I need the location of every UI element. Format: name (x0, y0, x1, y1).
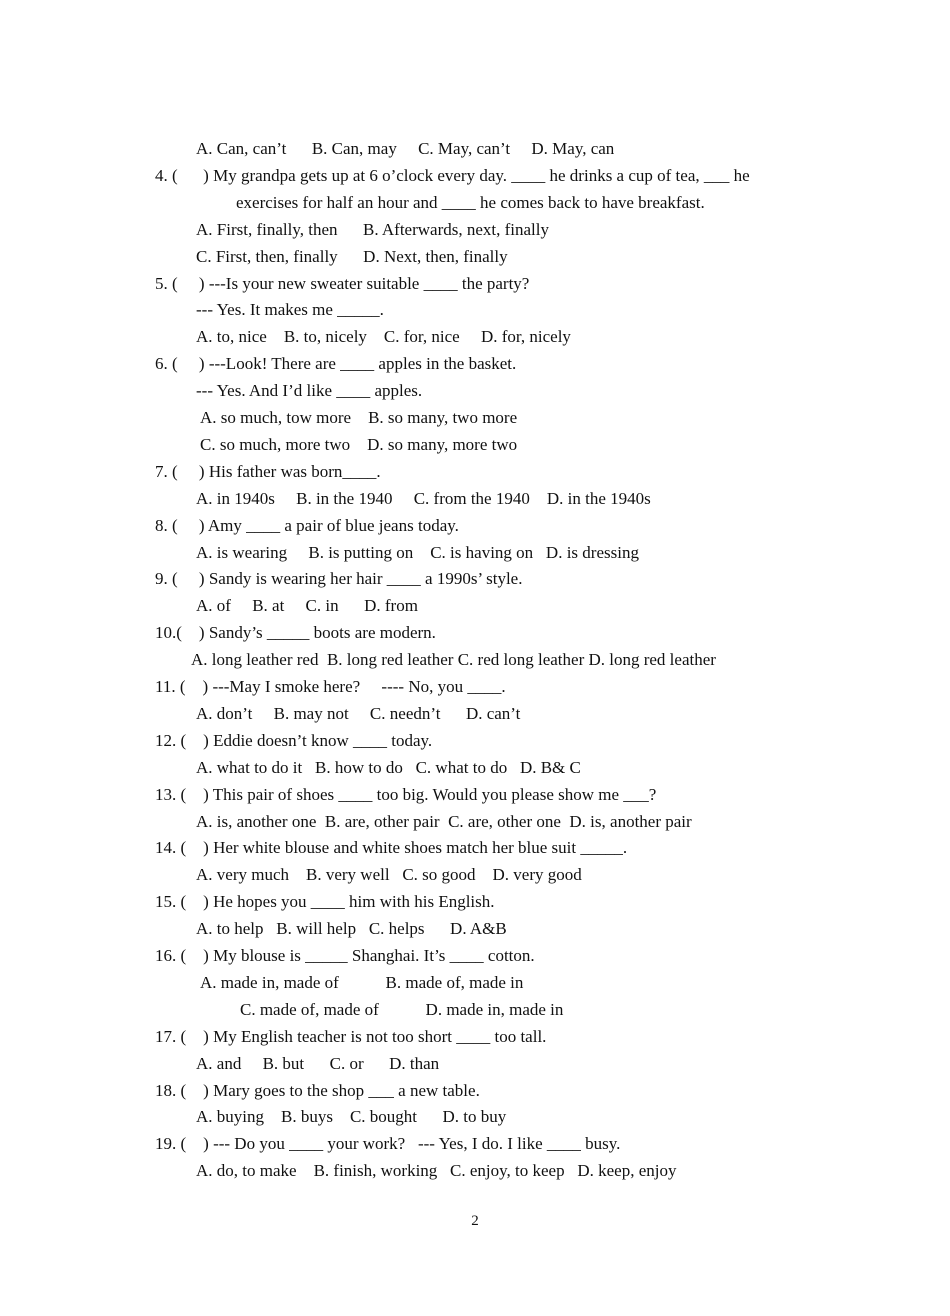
question-line: 10.( ) Sandy’s _____ boots are modern. (155, 623, 436, 642)
question-line: 16. ( ) My blouse is _____ Shanghai. It’s ____ cotton. (155, 946, 535, 965)
question-line: A. to help B. will help C. helps D. A&B (196, 919, 507, 938)
question-line: 5. ( ) ---Is your new sweater suitable ____ the party? (155, 274, 530, 293)
question-line: C. made of, made of D. made in, made in (240, 1000, 564, 1019)
question-line: C. so much, more two D. so many, more two (200, 435, 518, 454)
question-line: A. do, to make B. finish, working C. enjoy, to keep D. keep, enjoy (196, 1161, 677, 1180)
question-line: --- Yes. And I’d like ____ apples. (196, 381, 423, 400)
question-line: 19. ( ) --- Do you ____ your work? --- Yes, I do. I like ____ busy. (155, 1134, 621, 1153)
question-line: 13. ( ) This pair of shoes ____ too big. Would you please show me ___? (155, 785, 657, 804)
question-line: A. long leather red B. long red leather C. red long leather D. long red leather (191, 650, 716, 669)
question-line: A. of B. at C. in D. from (196, 596, 418, 615)
question-line: 9. ( ) Sandy is wearing her hair ____ a 1990s’ style. (155, 569, 523, 588)
question-line: 15. ( ) He hopes you ____ him with his English. (155, 892, 495, 911)
question-line: A. and B. but C. or D. than (196, 1054, 440, 1073)
question-line: A. so much, tow more B. so many, two more (200, 408, 518, 427)
question-line: A. what to do it B. how to do C. what to do D. B& C (196, 758, 581, 777)
page-number: 2 (471, 1213, 479, 1229)
question-line: A. don’t B. may not C. needn’t D. can’t (196, 704, 521, 723)
question-line: C. First, then, finally D. Next, then, finally (196, 247, 508, 266)
question-line: 12. ( ) Eddie doesn’t know ____ today. (155, 731, 433, 750)
question-line: A. very much B. very well C. so good D. very good (196, 865, 582, 884)
question-line: 4. ( ) My grandpa gets up at 6 o’clock every day. ____ he drinks a cup of tea, ___ he (155, 166, 750, 185)
question-line: A. is, another one B. are, other pair C. are, other one D. is, another pair (196, 812, 692, 831)
question-line: A. buying B. buys C. bought D. to buy (196, 1107, 507, 1126)
question-line: A. First, finally, then B. Afterwards, next, finally (196, 220, 550, 239)
question-line: 11. ( ) ---May I smoke here? ---- No, you ____. (155, 677, 506, 696)
question-line: exercises for half an hour and ____ he comes back to have breakfast. (236, 193, 705, 212)
question-line: A. to, nice B. to, nicely C. for, nice D. for, nicely (196, 327, 571, 346)
question-line: A. Can, can’t B. Can, may C. May, can’t D. May, can (196, 139, 615, 158)
question-line: A. in 1940s B. in the 1940 C. from the 1940 D. in the 1940s (196, 489, 651, 508)
question-line: 17. ( ) My English teacher is not too short ____ too tall. (155, 1027, 547, 1046)
question-line: --- Yes. It makes me _____. (196, 300, 384, 319)
question-line: A. is wearing B. is putting on C. is having on D. is dressing (196, 543, 639, 562)
question-line: 8. ( ) Amy ____ a pair of blue jeans today. (155, 516, 459, 535)
question-line: 6. ( ) ---Look! There are ____ apples in the basket. (155, 354, 517, 373)
question-line: 7. ( ) His father was born____. (155, 462, 381, 481)
question-line: A. made in, made of B. made of, made in (200, 973, 524, 992)
question-line: 18. ( ) Mary goes to the shop ___ a new table. (155, 1081, 480, 1100)
question-line: 14. ( ) Her white blouse and white shoes match her blue suit _____. (155, 838, 628, 857)
